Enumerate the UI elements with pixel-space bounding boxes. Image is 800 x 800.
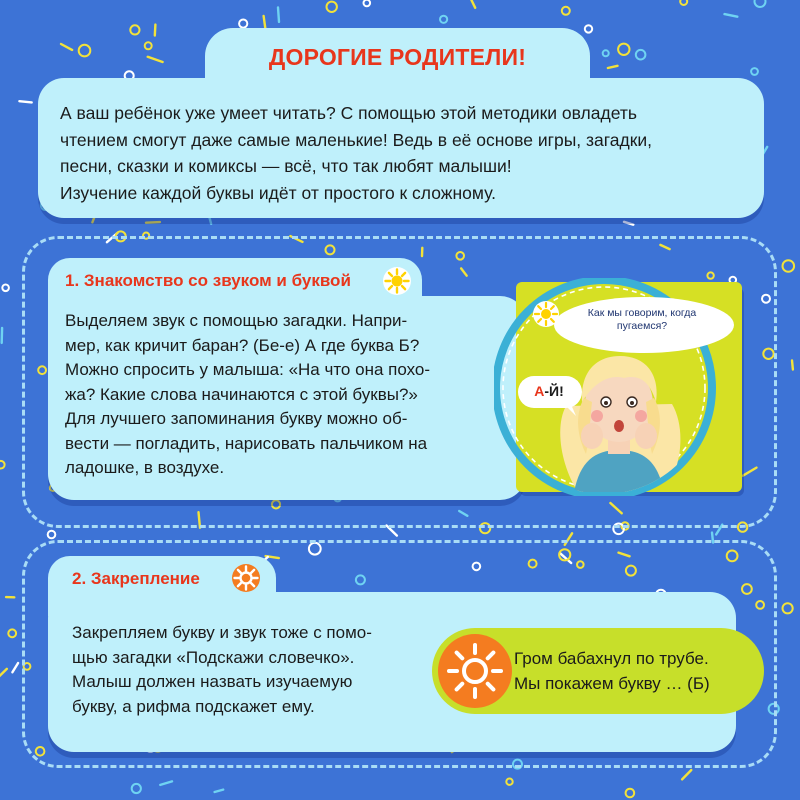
- background-dash: [278, 7, 279, 22]
- background-ring: [440, 16, 447, 23]
- section1-heading: 1. Знакомство со звуком и буквой: [65, 271, 351, 290]
- background-ring: [585, 25, 592, 32]
- section2-paragraph: [72, 621, 432, 719]
- background-ring: [239, 20, 247, 28]
- background-ring: [327, 2, 337, 12]
- speech-rest: -Й!: [544, 383, 564, 399]
- background-ring: [783, 260, 795, 272]
- section1-line: жа? Какие слова начинаются с этой буквы?»: [65, 384, 418, 404]
- riddle-line: Гром бабахнул по трубе.: [514, 649, 709, 668]
- background-dash: [0, 669, 7, 678]
- background-dash: [160, 781, 172, 785]
- background-ring: [0, 461, 5, 469]
- background-dash: [148, 57, 163, 62]
- illustration-caption: Как мы говорим, когда пугаемся?: [587, 307, 697, 332]
- background-ring: [132, 784, 141, 793]
- background-ring: [506, 779, 512, 785]
- intro-line: песни, сказки и комиксы — всё, что так любят малыши!: [60, 156, 512, 176]
- background-ring: [755, 0, 766, 7]
- background-ring: [130, 25, 139, 34]
- section2-heading: 2. Закрепление: [72, 569, 200, 588]
- intro-line: А ваш ребёнок уже умеет читать? С помощью этой методики овладеть: [60, 103, 637, 123]
- section2-line: щью загадки «Подскажи словечко».: [72, 647, 355, 667]
- background-ring: [636, 50, 646, 60]
- section1-line: ладошке, в воздухе.: [65, 458, 225, 477]
- section1-line: Выделяем звук с помощью загадки. Напри-: [65, 311, 408, 330]
- background-ring: [626, 789, 635, 798]
- background-ring: [145, 42, 152, 49]
- background-ring: [79, 45, 91, 57]
- section2-line: букву, а рифма подскажет ему.: [72, 696, 315, 716]
- background-dash: [470, 0, 475, 8]
- background-dash: [19, 101, 31, 102]
- background-ring: [783, 603, 793, 613]
- section2-line: Малыш должен назвать изучаемую: [72, 672, 353, 691]
- section1-line: Можно спросить у малыша: «На что она похо-: [65, 360, 431, 379]
- background-dash: [608, 66, 618, 68]
- background-dash: [61, 44, 72, 50]
- section1-line: вести — погладить, нарисовать пальчиком на: [65, 433, 428, 453]
- intro-line: чтением смогут даже самые маленькие! Ведь в её основе игры, загадки,: [60, 129, 653, 150]
- background-ring: [603, 50, 609, 56]
- background-ring: [364, 0, 371, 6]
- background-ring: [8, 629, 16, 637]
- section1-line: Для лучшего запоминания букву можно об-: [65, 409, 408, 428]
- sun-icon: [231, 563, 261, 593]
- background-ring: [751, 68, 758, 75]
- background-dash: [682, 770, 691, 779]
- background-dash: [264, 16, 266, 28]
- background-dash: [146, 222, 160, 223]
- background-ring: [618, 44, 629, 55]
- sun-icon: [382, 266, 412, 296]
- speech-letter: А: [534, 383, 545, 399]
- illustration-speech-bubble: [520, 378, 578, 404]
- intro-line: Изучение каждой буквы идёт от простого к сложному.: [60, 182, 496, 203]
- background-ring: [680, 0, 687, 5]
- background-ring: [2, 285, 9, 292]
- intro-paragraph: [60, 100, 750, 206]
- background-ring: [48, 531, 56, 539]
- background-dash: [215, 790, 224, 792]
- riddle-line: Мы покажем букву … (Б): [514, 674, 710, 693]
- sun-icon: [437, 633, 513, 709]
- background-dash: [624, 222, 633, 225]
- section1-line: мер, как кричит баран? (Бе-е) А где буква Б?: [65, 335, 420, 355]
- background-dash: [12, 663, 18, 672]
- page-title: ДОРОГИЕ РОДИТЕЛИ!: [268, 44, 527, 70]
- section2-line: Закрепляем букву и звук тоже с помо-: [72, 623, 372, 642]
- section1-paragraph: [65, 309, 485, 481]
- riddle-text: [514, 646, 764, 696]
- background-dash: [155, 25, 156, 36]
- background-dash: [792, 361, 793, 370]
- background-ring: [562, 7, 570, 15]
- background-dash: [725, 14, 738, 17]
